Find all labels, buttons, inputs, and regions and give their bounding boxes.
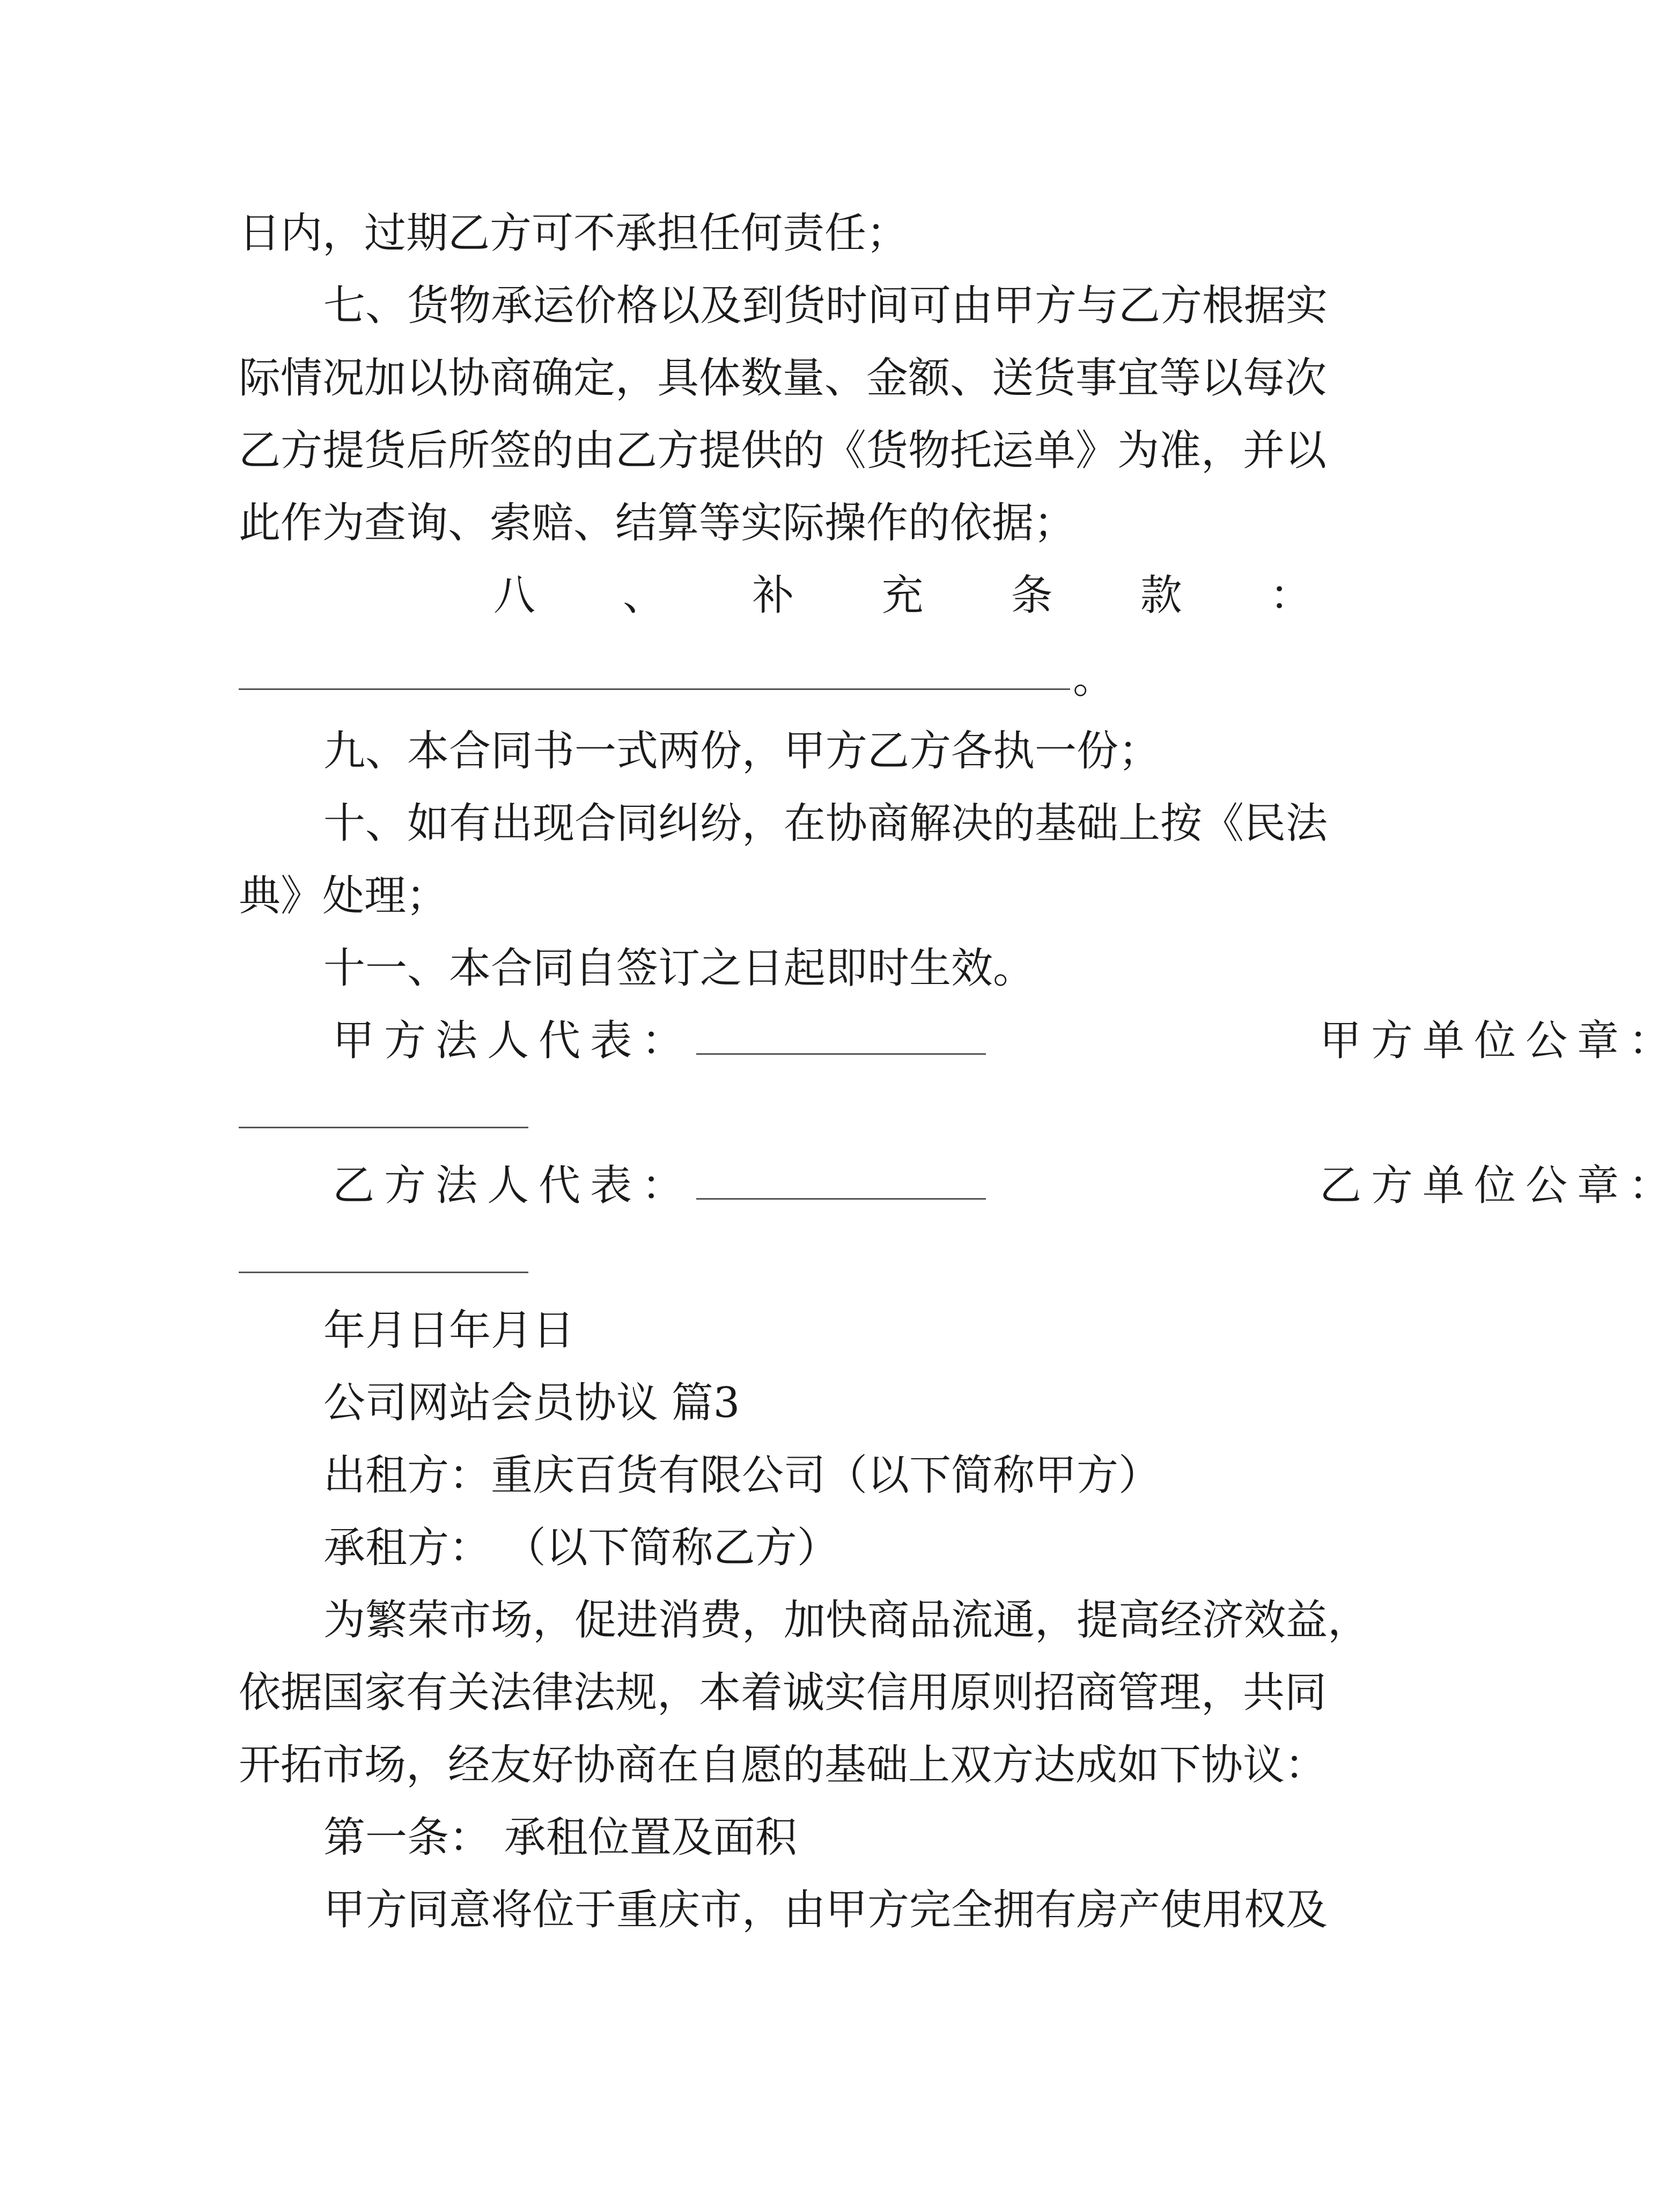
paragraph-line: 甲方同意将位于重庆市，由甲方完全拥有房产使用权及	[323, 1886, 1328, 1934]
section-heading: 公司网站会员协议 篇3	[323, 1379, 740, 1427]
party-b-rep-label: 乙方法人代表：	[333, 1162, 694, 1210]
lessor-line: 出租方：重庆百货有限公司（以下简称甲方）	[323, 1451, 1161, 1500]
paragraph-line: 典》处理；	[239, 872, 448, 920]
article-title: 第一条： 承租位置及面积	[323, 1813, 797, 1862]
signature-row-party-a	[333, 1014, 1680, 1068]
paragraph-line: 为繁荣市场，促进消费，加快商品流通，提高经济效益，	[323, 1596, 1370, 1644]
party-a-seal-blank	[239, 1127, 528, 1128]
paragraph-line: 十、如有出现合同纠纷，在协商解决的基础上按《民法	[323, 799, 1328, 848]
signature-row-party-b	[333, 1159, 1680, 1213]
date-line: 年月日年月日	[323, 1306, 575, 1355]
paragraph-line: 七、货物承运价格以及到货时间可由甲方与乙方根据实	[323, 282, 1328, 330]
party-b-rep-blank	[696, 1166, 986, 1200]
heading-char: 补	[752, 571, 794, 620]
supplementary-terms-blank	[239, 688, 1070, 690]
lessee-line: 承租方： （以下简称乙方）	[323, 1524, 839, 1572]
paragraph-line: 日内，过期乙方可不承担任何责任；	[239, 209, 909, 258]
heading-char: ：	[1269, 571, 1311, 620]
paragraph-line: 开拓市场，经友好协商在自愿的基础上双方达成如下协议：	[239, 1741, 1327, 1789]
party-a-rep-label: 甲方法人代表：	[333, 1017, 694, 1065]
paragraph-line: 此作为查询、索赔、结算等实际操作的依据；	[239, 499, 1076, 547]
paragraph-line: 依据国家有关法律法规，本着诚实信用原则招商管理，共同	[239, 1669, 1327, 1717]
party-b-seal-blank	[239, 1272, 528, 1273]
party-a-rep-blank	[696, 1021, 986, 1055]
party-b-seal-label: 乙方单位公章：	[1320, 1162, 1680, 1210]
paragraph-line: 九、本合同书一式两份，甲方乙方各执一份；	[323, 727, 1161, 775]
paragraph-line: 际情况加以协商确定，具体数量、金额、送货事宜等以每次	[239, 354, 1327, 402]
supplementary-terms-heading	[493, 569, 1311, 622]
heading-char: 款	[1140, 571, 1182, 620]
paragraph-line: 乙方提货后所签的由乙方提供的《货物托运单》为准，并以	[239, 427, 1327, 475]
heading-char: 八	[493, 571, 536, 620]
heading-char: 条	[1011, 571, 1053, 620]
paragraph-line: 十一、本合同自签订之日起即时生效。	[323, 944, 1035, 993]
heading-char: 、	[623, 571, 665, 620]
party-a-seal-label: 甲方单位公章：	[1320, 1017, 1680, 1065]
heading-char: 充	[881, 571, 924, 620]
period-mark: 。	[1073, 655, 1115, 703]
